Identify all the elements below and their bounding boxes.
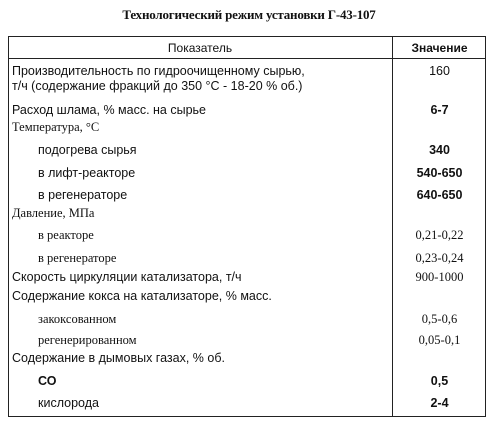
row-label-pressure: Давление, МПа: [12, 206, 95, 220]
row-label-productivity: Производительность по гидроочищенному сырью,: [12, 64, 305, 78]
row-label-temperature: Температура, °С: [12, 120, 100, 134]
row-label-co: СО: [38, 374, 57, 388]
row-label-productivity-line2: т/ч (содержание фракций до 350 °С - 18-20 % об.): [12, 79, 303, 93]
row-label-flue-gas: Содержание в дымовых газах, % об.: [12, 351, 225, 365]
row-label-lift-reactor: в лифт-реакторе: [38, 166, 136, 180]
row-value-coked: 0,5-0,6: [421, 312, 458, 326]
row-label-oxygen: кислорода: [38, 396, 99, 410]
row-value-reactor-pressure: 0,21-0,22: [415, 228, 464, 242]
row-label-coke-content: Содержание кокса на катализаторе, % масс.: [12, 289, 272, 303]
row-value-co: 0,5: [430, 374, 449, 388]
header-parameter: Показатель: [167, 41, 233, 55]
header-value: Значение: [411, 41, 468, 55]
row-label-reactor-pressure: в реакторе: [38, 228, 94, 242]
document-title: Технологический режим установки Г-43-107: [122, 7, 376, 22]
row-value-productivity: 160: [429, 64, 450, 78]
row-value-circulation-rate: 900-1000: [415, 270, 464, 284]
row-label-regenerator-temp: в регенераторе: [38, 188, 128, 202]
row-value-lift-reactor: 540-650: [416, 166, 463, 180]
row-value-regenerator-temp: 640-650: [416, 188, 463, 202]
row-value-feed-heating: 340: [429, 143, 450, 157]
row-value-regenerator-pressure: 0,23-0,24: [415, 251, 464, 265]
row-value-oxygen: 2-4: [430, 396, 449, 410]
row-label-regenerator-pressure: в регенераторе: [38, 251, 117, 265]
row-label-slurry: Расход шлама, % масс. на сырье: [12, 103, 207, 117]
row-label-coked: закоксованном: [38, 312, 117, 326]
row-label-circulation-rate: Скорость циркуляции катализатора, т/ч: [12, 270, 242, 284]
column-divider: [392, 36, 393, 417]
row-value-slurry: 6-7: [430, 103, 449, 117]
row-value-regenerated: 0,05-0,1: [418, 333, 461, 347]
row-label-feed-heating: подогрева сырья: [38, 143, 137, 157]
row-label-regenerated: регенерированном: [38, 333, 137, 347]
